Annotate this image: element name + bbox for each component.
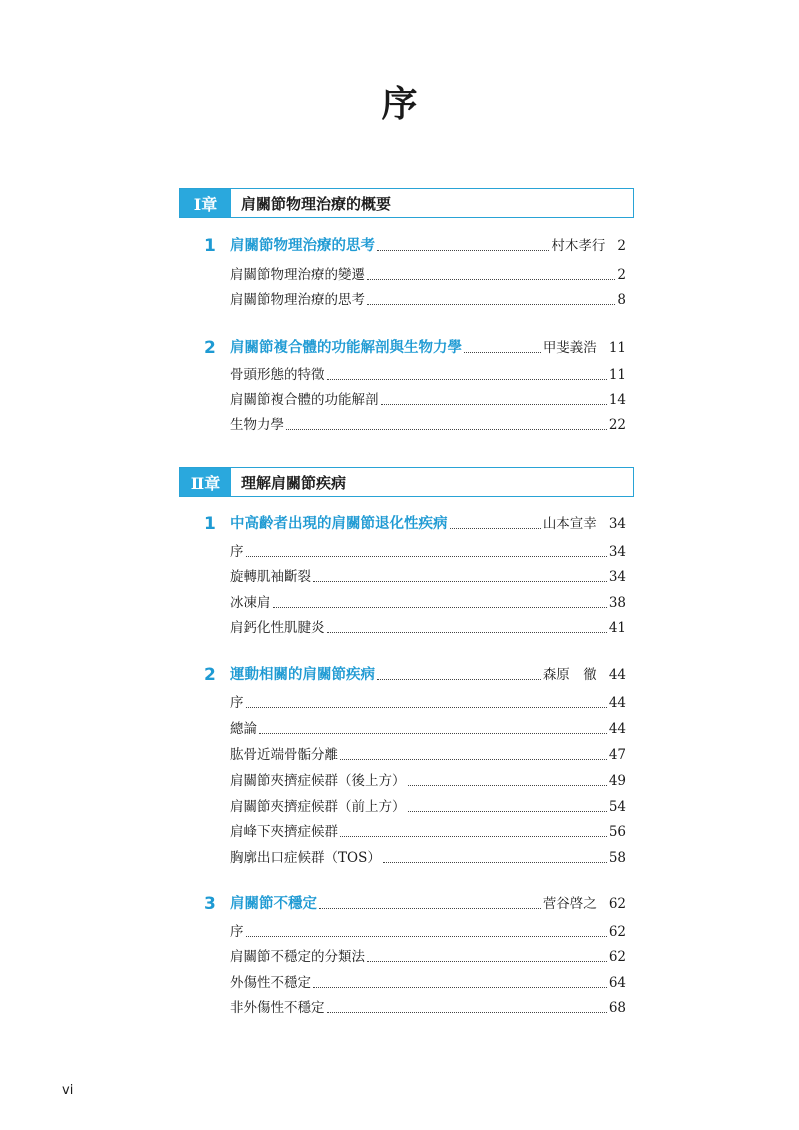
page-number: 54 <box>608 799 626 815</box>
toc-item[interactable] <box>230 540 626 562</box>
item-title: 非外傷性不穩定 <box>230 1000 325 1016</box>
page-number: 44 <box>608 695 626 711</box>
section-author: 甲斐義浩 <box>542 340 597 356</box>
page-number: 44 <box>608 667 626 683</box>
item-title: 旋轉肌袖斷裂 <box>230 569 311 585</box>
section-title: 肩關節物理治療的思考 <box>230 237 375 254</box>
dot-leader <box>246 707 607 708</box>
toc-section-2-2[interactable] <box>204 663 626 685</box>
dot-leader <box>286 429 607 430</box>
section-title: 肩關節不穩定 <box>230 895 317 912</box>
toc-item[interactable] <box>230 591 626 613</box>
toc-item[interactable] <box>230 565 626 587</box>
dot-leader <box>377 250 549 251</box>
item-title: 肩峰下夾擠症候群 <box>230 824 338 840</box>
section-number: 1 <box>204 514 216 534</box>
page-number: 64 <box>608 975 626 991</box>
item-title: 肩關節物理治療的思考 <box>230 292 365 308</box>
section-author: 菅谷啓之 <box>542 896 597 912</box>
section-number: 1 <box>204 236 216 256</box>
item-title: 骨頭形態的特徵 <box>230 367 325 383</box>
toc-item[interactable] <box>230 920 626 942</box>
chapter-badge: Ⅱ章 <box>180 468 231 496</box>
chapter-title: 肩關節物理治療的概要 <box>241 194 392 213</box>
section-number: 2 <box>204 338 216 358</box>
dot-leader <box>367 961 607 962</box>
dot-leader <box>313 581 607 582</box>
page-number: 47 <box>608 747 626 763</box>
toc-item[interactable] <box>230 820 626 842</box>
dot-leader <box>327 379 607 380</box>
page-number: 62 <box>608 949 626 965</box>
dot-leader <box>381 404 607 405</box>
chapter-badge: Ⅰ章 <box>180 189 231 217</box>
item-title: 肩關節複合體的功能解剖 <box>230 392 379 408</box>
toc-item[interactable] <box>230 263 626 285</box>
dot-leader <box>259 733 607 734</box>
dot-leader <box>327 1012 607 1013</box>
dot-leader <box>246 556 607 557</box>
item-title: 外傷性不穩定 <box>230 975 311 991</box>
page-number: 8 <box>617 292 626 308</box>
page-number: 14 <box>608 392 626 408</box>
page-number: 68 <box>608 1000 626 1016</box>
dot-leader <box>408 785 607 786</box>
page-number: 62 <box>608 924 626 940</box>
toc-item[interactable] <box>230 691 626 713</box>
item-title: 肩關節夾擠症候群（後上方） <box>230 773 406 789</box>
item-title: 肩關節夾擠症候群（前上方） <box>230 799 406 815</box>
section-title: 運動相關的肩關節疾病 <box>230 666 375 683</box>
dot-leader <box>464 352 541 353</box>
toc-item[interactable] <box>230 743 626 765</box>
dot-leader <box>327 632 607 633</box>
toc-section-2-3[interactable] <box>204 892 626 914</box>
toc-item[interactable] <box>230 795 626 817</box>
dot-leader <box>367 304 615 305</box>
page-number: 2 <box>617 238 626 254</box>
page-number: 44 <box>608 721 626 737</box>
toc-item[interactable] <box>230 717 626 739</box>
item-title: 肩鈣化性肌腱炎 <box>230 620 325 636</box>
section-author: 村木孝行 <box>551 238 606 254</box>
toc-item[interactable] <box>230 846 626 868</box>
toc-item[interactable] <box>230 945 626 967</box>
dot-leader <box>340 836 607 837</box>
section-author: 山本宣幸 <box>542 516 597 532</box>
page-number: 62 <box>608 896 626 912</box>
dot-leader <box>313 987 607 988</box>
dot-leader <box>367 279 615 280</box>
dot-leader <box>246 936 607 937</box>
chapter-header-1 <box>179 188 634 218</box>
section-title: 中高齡者出現的肩關節退化性疾病 <box>230 515 448 532</box>
toc-item[interactable] <box>230 616 626 638</box>
dot-leader <box>273 607 607 608</box>
dot-leader <box>377 679 541 680</box>
toc-section-1-1[interactable] <box>204 234 626 256</box>
toc-item[interactable] <box>230 388 626 410</box>
page-number: 58 <box>608 850 626 866</box>
toc-item[interactable] <box>230 971 626 993</box>
toc-item[interactable] <box>230 413 626 435</box>
item-title: 序 <box>230 544 244 560</box>
section-author: 森原 徹 <box>542 667 597 683</box>
page-number: 34 <box>608 544 626 560</box>
item-title: 序 <box>230 924 244 940</box>
section-number: 3 <box>204 894 216 914</box>
section-number: 2 <box>204 665 216 685</box>
toc-section-1-2[interactable] <box>204 336 626 358</box>
item-title: 生物力學 <box>230 417 284 433</box>
toc-section-2-1[interactable] <box>204 512 626 534</box>
toc-item[interactable] <box>230 769 626 791</box>
item-title: 胸廓出口症候群（TOS） <box>230 850 381 866</box>
item-title: 總論 <box>230 721 257 737</box>
toc-item[interactable] <box>230 996 626 1018</box>
item-title: 肱骨近端骨骺分離 <box>230 747 338 763</box>
dot-leader <box>408 811 607 812</box>
dot-leader <box>383 862 607 863</box>
toc-item[interactable] <box>230 288 626 310</box>
page-number: 34 <box>608 516 626 532</box>
page-number: 49 <box>608 773 626 789</box>
item-title: 冰凍肩 <box>230 595 271 611</box>
chapter-title: 理解肩關節疾病 <box>241 473 347 492</box>
page-number: 2 <box>617 267 626 283</box>
dot-leader <box>340 759 607 760</box>
footer-page-number: vi <box>62 1083 74 1098</box>
page-number: 22 <box>608 417 626 433</box>
page-number: 11 <box>608 340 626 356</box>
page-number: 11 <box>608 367 626 383</box>
section-title: 肩關節複合體的功能解剖與生物力學 <box>230 339 462 356</box>
dot-leader <box>450 528 541 529</box>
toc-item[interactable] <box>230 363 626 385</box>
item-title: 肩關節物理治療的變遷 <box>230 267 365 283</box>
dot-leader <box>319 908 541 909</box>
page-number: 41 <box>608 620 626 636</box>
item-title: 肩關節不穩定的分類法 <box>230 949 365 965</box>
page-number: 34 <box>608 569 626 585</box>
page-number: 56 <box>608 824 626 840</box>
chapter-header-2 <box>179 467 634 497</box>
item-title: 序 <box>230 695 244 711</box>
page-title: 序 <box>381 84 418 125</box>
page-number: 38 <box>608 595 626 611</box>
